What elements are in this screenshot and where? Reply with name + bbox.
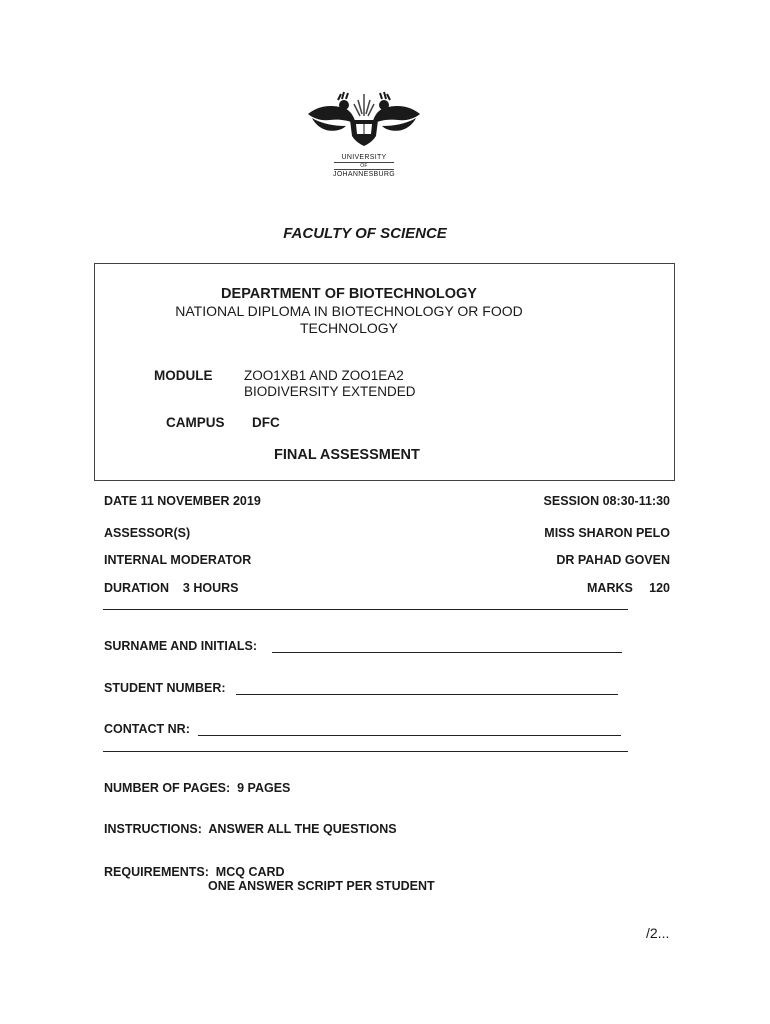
faculty-title: FACULTY OF SCIENCE: [283, 225, 447, 242]
module-code: ZOO1XB1 AND ZOO1EA2: [244, 368, 404, 383]
student-number-label: STUDENT NUMBER:: [104, 681, 226, 695]
exam-date: DATE 11 NOVEMBER 2019: [104, 494, 261, 508]
requirements-line-1: REQUIREMENTS: MCQ CARD: [104, 865, 285, 879]
diploma-line-1: NATIONAL DIPLOMA IN BIOTECHNOLOGY OR FOOD: [175, 303, 523, 319]
student-number-field[interactable]: [236, 694, 618, 695]
surname-field[interactable]: [272, 652, 622, 653]
logo-text-johannesburg: JOHANNESBURG: [333, 171, 395, 178]
university-logo: [300, 86, 428, 182]
marks-label: MARKS: [587, 581, 633, 595]
campus-value: DFC: [252, 415, 280, 430]
module-label: MODULE: [154, 368, 213, 383]
university-crest-icon: [300, 86, 428, 148]
divider-line: [103, 751, 628, 752]
assessors-label: ASSESSOR(S): [104, 526, 191, 540]
contact-label: CONTACT NR:: [104, 722, 190, 736]
diploma-line-2: TECHNOLOGY: [299, 320, 398, 336]
page-continuation: /2...: [646, 925, 670, 941]
logo-text-of: OF: [334, 162, 394, 170]
marks-value: 120: [649, 581, 670, 595]
logo-text-university: UNIVERSITY: [341, 154, 387, 161]
exam-duration: DURATION 3 HOURS: [104, 581, 239, 595]
assessors-value: MISS SHARON PELO: [544, 526, 670, 540]
assessment-title: FINAL ASSESSMENT: [274, 447, 420, 463]
department-heading: DEPARTMENT OF BIOTECHNOLOGY: [221, 286, 477, 302]
surname-label: SURNAME AND INITIALS:: [104, 639, 258, 653]
number-of-pages: NUMBER OF PAGES: 9 PAGES: [104, 781, 291, 795]
moderator-label: INTERNAL MODERATOR: [104, 553, 252, 567]
contact-field[interactable]: [198, 735, 621, 736]
exam-session: SESSION 08:30-11:30: [543, 494, 670, 508]
instructions: INSTRUCTIONS: ANSWER ALL THE QUESTIONS: [104, 822, 397, 836]
divider-line: [103, 609, 628, 610]
moderator-value: DR PAHAD GOVEN: [556, 553, 670, 567]
requirements-line-2: ONE ANSWER SCRIPT PER STUDENT: [208, 879, 435, 893]
module-name: BIODIVERSITY EXTENDED: [244, 384, 416, 399]
campus-label: CAMPUS: [166, 415, 225, 430]
